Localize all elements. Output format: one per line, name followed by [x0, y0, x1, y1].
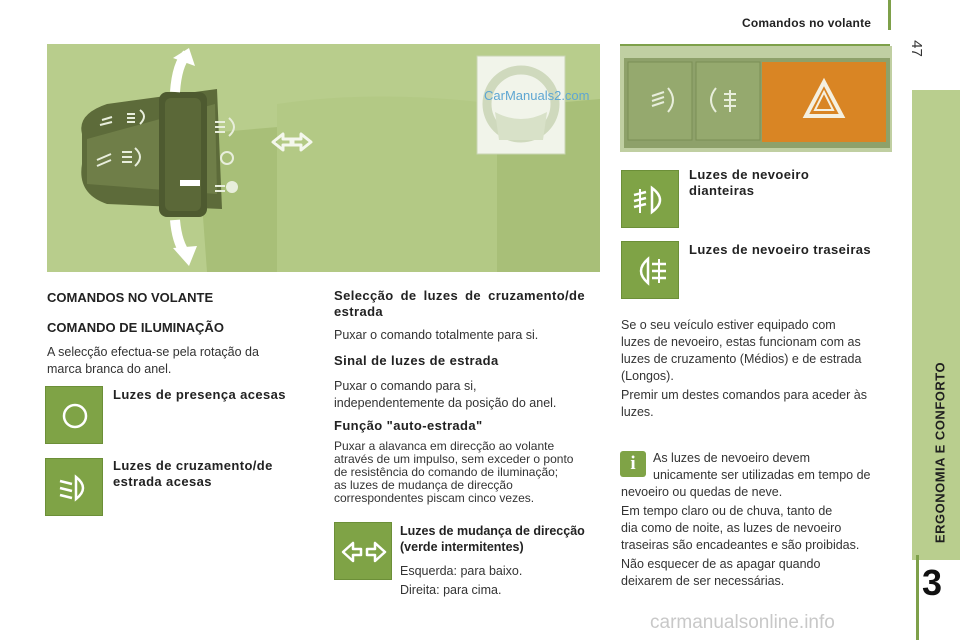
dipped-beam-icon	[46, 459, 104, 517]
front-fog-icon	[622, 171, 680, 229]
turn-signal-title-1: Luzes de mudança de direcção	[400, 524, 585, 538]
turn-signal-tile	[334, 522, 392, 580]
info-icon: i	[620, 451, 646, 477]
front-fog-label-2: dianteiras	[689, 183, 755, 198]
front-fog-tile	[621, 170, 679, 228]
motorway-title: Função "auto-estrada"	[334, 418, 483, 433]
para2-line1: Premir um destes comandos para aceder às	[621, 388, 867, 402]
page-number: 47	[907, 40, 925, 57]
chapter-tab-label	[920, 360, 950, 560]
intro-line-1: A selecção efectua-se pela rotação da	[47, 345, 259, 359]
lighting-stalk-illustration	[47, 44, 600, 272]
rear-fog-icon	[622, 242, 680, 300]
note3-line1: Não esquecer de as apagar quando	[621, 557, 821, 571]
para1-line3: luzes de cruzamento (Médios) e de estrada	[621, 352, 862, 366]
flash-title: Sinal de luzes de estrada	[334, 353, 499, 368]
rear-fog-tile	[621, 241, 679, 299]
fog-switches-illustration	[620, 46, 892, 152]
flash-text-1: Puxar o comando para si,	[334, 379, 477, 393]
beam-selection-title-1: Selecção de luzes de cruzamento/de	[334, 288, 586, 303]
note2-line3: traseiras são encadeantes e são proibidas.	[621, 538, 860, 552]
turn-signal-title-2: (verde intermitentes)	[400, 540, 524, 554]
watermark-bottom: carmanualsonline.info	[650, 612, 835, 633]
position-lights-tile	[45, 386, 103, 444]
header-accent-line	[888, 0, 891, 30]
dipped-beam-label-2: estrada acesas	[113, 474, 212, 489]
para2-line2: luzes.	[621, 405, 654, 419]
position-lights-icon	[46, 387, 104, 445]
para1-line2: luzes de nevoeiro, estas funcionam com as	[621, 335, 861, 349]
intro-line-2: marca branca do anel.	[47, 362, 172, 376]
dipped-beam-tile	[45, 458, 103, 516]
dipped-beam-label-1: Luzes de cruzamento/de	[113, 458, 273, 473]
section-title: COMANDOS NO VOLANTE	[47, 290, 214, 305]
rear-fog-label: Luzes de nevoeiro traseiras	[689, 242, 872, 257]
turn-signal-right: Direita: para cima.	[400, 583, 502, 597]
note-line2: unicamente ser utilizadas em tempo de	[653, 468, 871, 482]
note-line3: nevoeiro ou quedas de neve.	[621, 485, 783, 499]
note2-line2: dia como de noite, as luzes de nevoeiro	[621, 521, 842, 535]
beam-selection-text: Puxar o comando totalmente para si.	[334, 328, 539, 342]
turn-signal-left: Esquerda: para baixo.	[400, 564, 523, 578]
motorway-text-3: de resistência do comando de iluminação;	[334, 465, 559, 479]
flash-text-2: independentemente da posição do anel.	[334, 396, 557, 410]
note3-line2: deixarem de ser necessárias.	[621, 574, 785, 588]
chapter-tab-text: ERGONOMIA E CONFORTO	[932, 361, 948, 544]
beam-selection-title-2: estrada	[334, 304, 384, 319]
motorway-text-1: Puxar a alavanca em direcção ao volante	[334, 439, 555, 453]
para1-line1: Se o seu veículo estiver equipado com	[621, 318, 836, 332]
motorway-text-2: através de um impulso, sem exceder o ponto	[334, 452, 574, 466]
note-line1: As luzes de nevoeiro devem	[653, 451, 811, 465]
motorway-text-4: as luzes de mudança de direcção	[334, 478, 513, 492]
page-header-title: Comandos no volante	[742, 16, 872, 30]
motorway-text-5: correspondentes piscam cinco vezes.	[334, 491, 535, 505]
note2-line1: Em tempo claro ou de chuva, tanto de	[621, 504, 833, 518]
turn-signal-icon	[335, 523, 393, 581]
lighting-subtitle: COMANDO DE ILUMINAÇÃO	[47, 320, 224, 335]
position-lights-label: Luzes de presença acesas	[113, 387, 286, 402]
chapter-tab-line	[916, 555, 919, 640]
para1-line4: (Longos).	[621, 369, 674, 383]
front-fog-label-1: Luzes de nevoeiro	[689, 167, 810, 182]
chapter-number: 3	[922, 562, 943, 603]
watermark-top: CarManuals2.com	[484, 88, 590, 103]
